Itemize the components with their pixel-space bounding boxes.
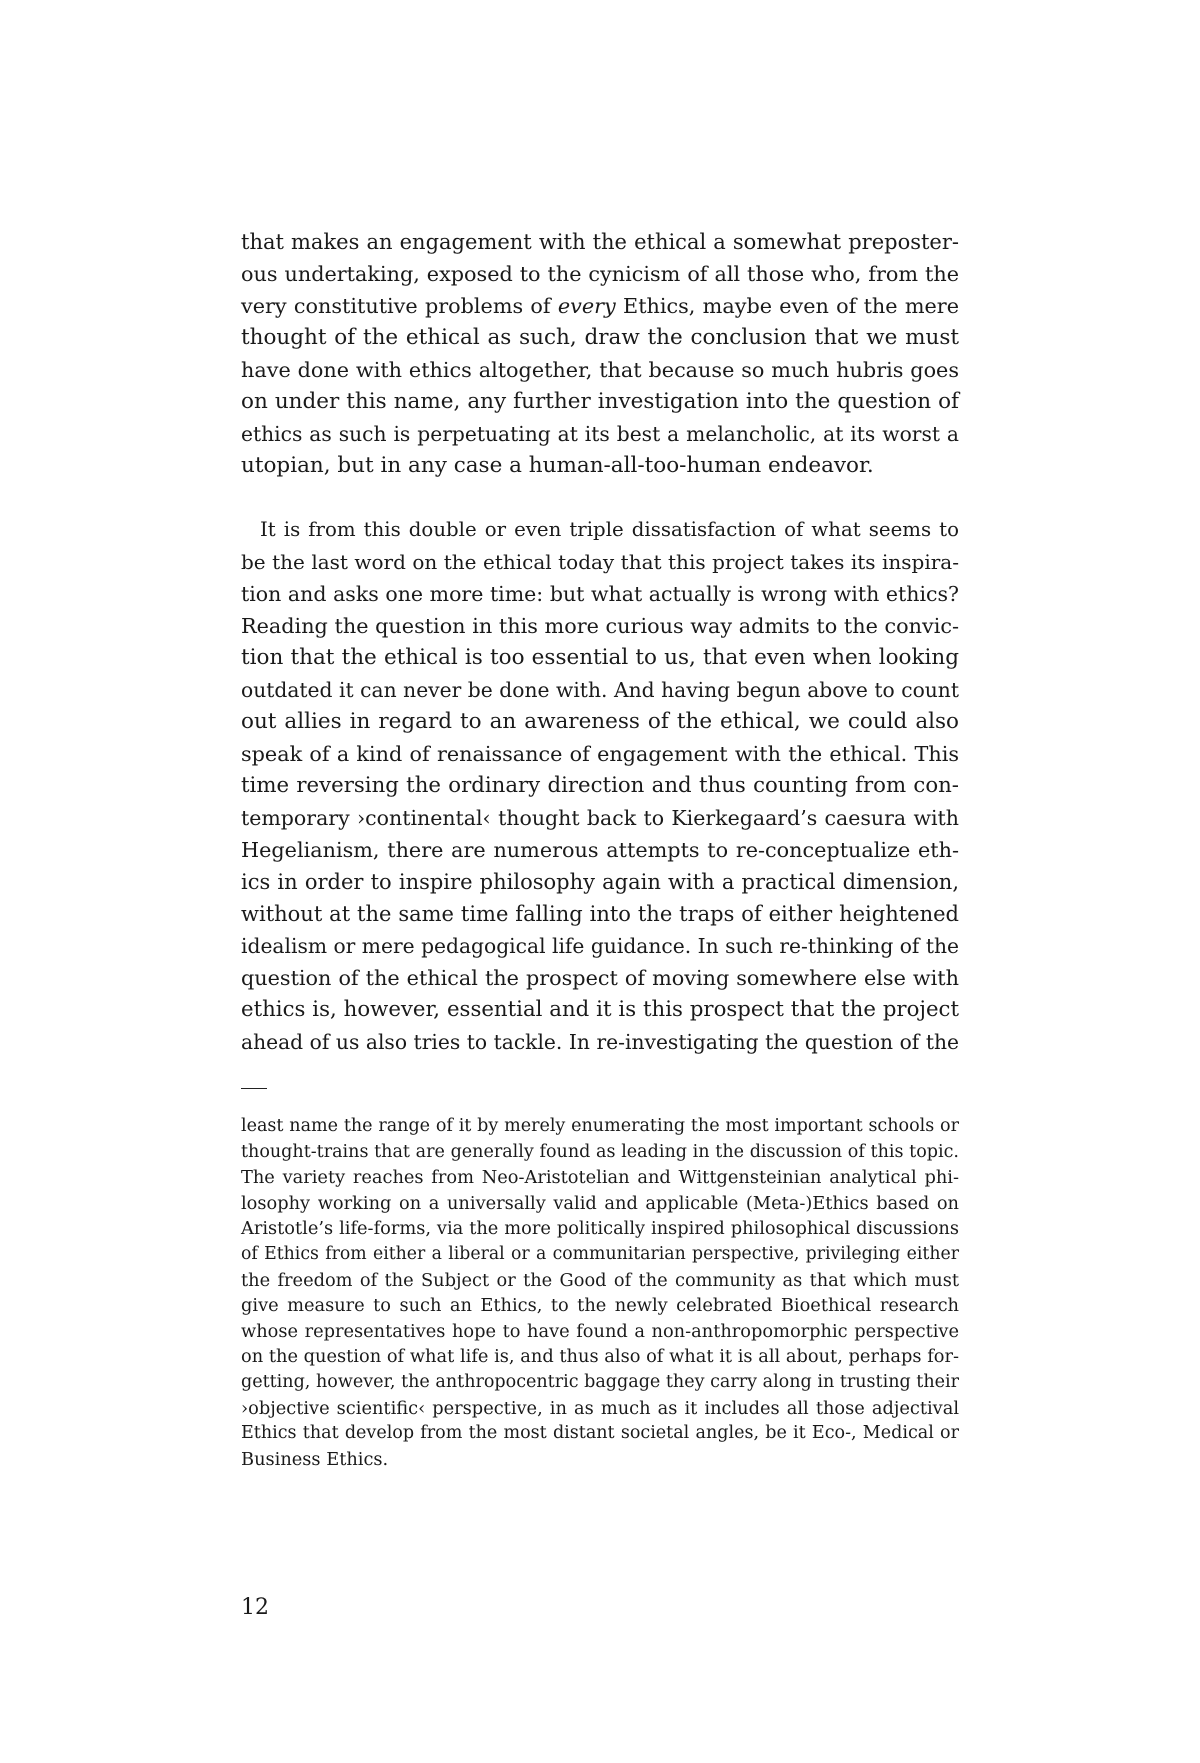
text-line: idealism or mere pedagogical life guidance. In such re-thinking of the: [241, 934, 960, 958]
footnote-line: least name the range of it by merely enumerating the most important schools or: [241, 1116, 959, 1136]
text-line: [241, 290, 959, 322]
footnote-line: getting, however, the anthropocentric baggage they carry along in trusting their: [241, 1371, 959, 1392]
body-paragraph-1: [241, 226, 959, 482]
text-span: Ethics, maybe even of the mere: [615, 294, 959, 318]
text-line: ous undertaking, exposed to the cynicism of all those who, from the: [241, 262, 959, 286]
footnote-line: Business Ethics.: [241, 1448, 389, 1470]
footnote-line: on the question of what life is, and thus also of what it is all about, perhaps for-: [241, 1346, 959, 1368]
text-line: time reversing the ordinary direction and thus counting from con-: [241, 773, 959, 798]
footnote-line: whose representatives hope to have found a non-anthropomorphic perspective: [241, 1320, 959, 1342]
footnote-line: of Ethics from either a liberal or a communitarian perspective, privileging either: [241, 1243, 959, 1264]
text-line: have done with ethics altogether, that because so much hubris goes: [241, 358, 959, 382]
text-line: be the last word on the ethical today that this project takes its inspira-: [241, 550, 959, 574]
footnote-line: ›objective scientific‹ perspective, in as much as it includes all those adjectival: [241, 1397, 959, 1419]
text-line: tion that the ethical is too essential to us, that even when looking: [241, 645, 959, 670]
text-line: ethics as such is perpetuating at its best a melancholic, at its worst a: [241, 422, 959, 446]
footnote-line: Ethics that develop from the most distant societal angles, be it Eco-, Medical or: [241, 1423, 959, 1444]
text-line: utopian, but in any case a human-all-too-human endeavor.: [241, 453, 874, 478]
text-line: outdated it can never be done with. And having begun above to count: [241, 678, 959, 702]
text-line: speak of a kind of renaissance of engagement with the ethical. This: [241, 742, 959, 766]
text-line: on under this name, any further investigation into the question of: [241, 389, 959, 414]
footnote-line: give measure to such an Ethics, to the newly celebrated Bioethical research: [241, 1295, 959, 1317]
text-line: out allies in regard to an awareness of the ethical, we could also: [241, 709, 959, 734]
text-line: Reading the question in this more curious way admits to the convic-: [241, 614, 959, 638]
text-line: temporary ›continental‹ thought back to Kierkegaard’s caesura with: [241, 806, 959, 830]
footnote-divider: [241, 1088, 267, 1089]
text-line: ics in order to inspire philosophy again with a practical dimension,: [241, 870, 959, 894]
footnote-line: thought-trains that are generally found as leading in the discussion of this topic.: [241, 1141, 959, 1162]
text-line: without at the same time falling into the traps of either heightened: [241, 902, 959, 926]
footnote-line: The variety reaches from Neo-Aristotelian and Wittgensteinian analytical phi-: [241, 1167, 959, 1189]
footnote-line: Aristotle’s life-forms, via the more politically inspired philosophical discussions: [241, 1218, 959, 1240]
text-line: ethics is, however, essential and it is this prospect that the project: [241, 997, 959, 1022]
text-span: very constitutive problems of: [241, 294, 558, 318]
text-line: question of the ethical the prospect of moving somewhere else with: [241, 966, 959, 990]
footnote-line: the freedom of the Subject or the Good of the community as that which must: [241, 1269, 959, 1291]
footnote-line: losophy working on a universally valid and applicable (Meta-)Ethics based on: [241, 1192, 959, 1214]
page-number: 12: [241, 1595, 269, 1620]
text-line: that makes an engagement with the ethical a somewhat preposter-: [241, 230, 959, 254]
text-line: thought of the ethical as such, draw the conclusion that we must: [241, 325, 959, 350]
text-line: ahead of us also tries to tackle. In re-investigating the question of the: [241, 1030, 959, 1054]
page-body: [241, 226, 959, 1472]
emphasis-text: every: [557, 294, 616, 318]
footnote-text: [241, 1114, 959, 1472]
body-paragraph-2: [241, 514, 959, 1058]
text-line: tion and asks one more time: but what actually is wrong with ethics?: [241, 582, 959, 606]
text-line: It is from this double or even triple dissatisfaction of what seems to: [260, 518, 959, 541]
text-line: Hegelianism, there are numerous attempts to re-conceptualize eth-: [241, 838, 959, 862]
